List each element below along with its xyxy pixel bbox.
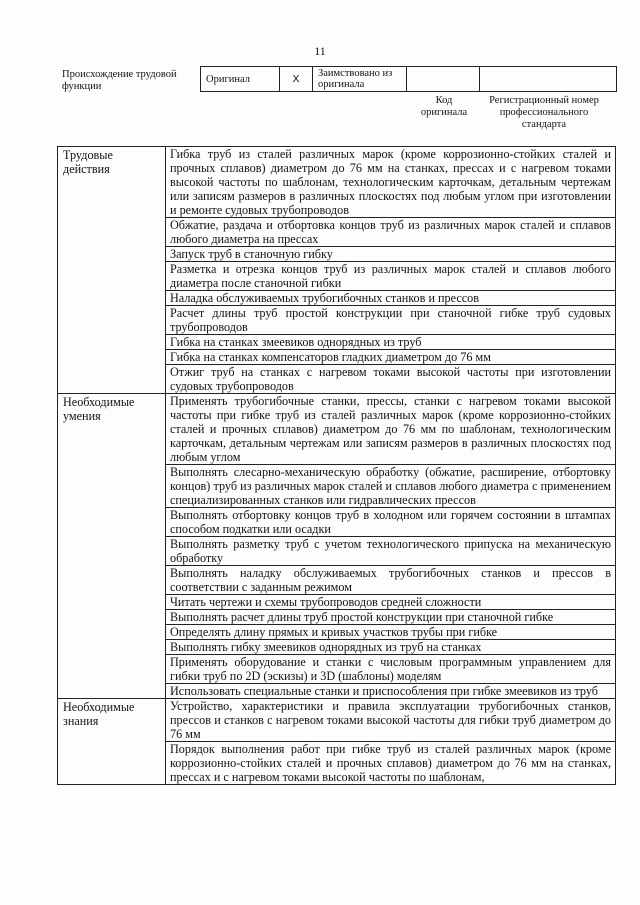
section-item: Выполнять расчет длины труб простой конструкции при станочной гибке bbox=[166, 610, 616, 625]
origin-label: Происхождение трудовой функции bbox=[62, 69, 177, 92]
section-item: Применять оборудование и станки с числовым программным управлением для гибки труб по 2D (эскизы) и 3D (шаблоны) моделям bbox=[166, 655, 616, 684]
reg-number-cell bbox=[480, 67, 617, 92]
table-row bbox=[58, 394, 616, 465]
section-item: Устройство, характеристики и правила эксплуатации трубогибочных станков, прессов и станков с нагревом токами высокой частоты для гибки труб диаметром до 76 мм bbox=[166, 699, 616, 742]
section-item: Выполнять наладку обслуживаемых трубогибочных станков и прессов в соответствии с заданным режимом bbox=[166, 566, 616, 595]
borrowed-cell: Заимствовано из оригинала bbox=[313, 67, 407, 92]
section-item: Наладка обслуживаемых трубогибочных станков и прессов bbox=[166, 291, 616, 306]
origin-table bbox=[200, 66, 617, 92]
page-number: 11 bbox=[314, 44, 326, 58]
section-item: Использовать специальные станки и приспособления при гибке змеевиков из труб bbox=[166, 684, 616, 699]
section-item: Определять длину прямых и кривых участков трубы при гибке bbox=[166, 625, 616, 640]
section-item: Обжатие, раздача и отбортовка концов труб из различных марок сталей и сплавов любого диаметра на прессах bbox=[166, 218, 616, 247]
original-cell: Оригинал bbox=[201, 67, 280, 92]
section-item: Выполнять слесарно-механическую обработку (обжатие, расширение, отбортовку концов) труб из различных марок сталей и сплавов любого диаметра с применением специализированных станков или гидравлических прессов bbox=[166, 465, 616, 508]
table-row bbox=[58, 699, 616, 742]
table-row bbox=[58, 147, 616, 218]
section-title: Трудовые действия bbox=[58, 147, 166, 394]
section-item: Выполнять отбортовку концов труб в холодном или горячем состоянии в штампах способом подкатки или осадки bbox=[166, 508, 616, 537]
section-item: Гибка труб из сталей различных марок (кроме коррозионно-стойких сталей и прочных сплавов) диаметром до 76 мм на станках, прессах и с нагревом токами высокой частоты по шаблонам, технологическим карточкам, детальным чертежам или записям размеров в различных плоскостях под любым углом при изготовлении и ремонте судовых трубопроводов bbox=[166, 147, 616, 218]
section-item: Гибка на станках компенсаторов гладких диаметром до 76 мм bbox=[166, 350, 616, 365]
section-item: Гибка на станках змеевиков однорядных из труб bbox=[166, 335, 616, 350]
code-cell bbox=[407, 67, 480, 92]
section-item: Расчет длины труб простой конструкции при станочной гибке труб судовых трубопроводов bbox=[166, 306, 616, 335]
section-item: Порядок выполнения работ при гибке труб из сталей различных марок (кроме коррозионно-стойких сталей и прочных сплавов) диаметром до 76 мм на станках, прессах и с нагревом токами высокой частоты по шаблонам, bbox=[166, 742, 616, 785]
section-item: Запуск труб в станочную гибку bbox=[166, 247, 616, 262]
original-mark: X bbox=[280, 67, 313, 92]
section-title: Необходимые знания bbox=[58, 699, 166, 785]
section-item: Разметка и отрезка концов труб из различных марок сталей и сплавов любого диаметра после станочной гибки bbox=[166, 262, 616, 291]
section-item: Выполнять разметку труб с учетом технологического припуска на механическую обработку bbox=[166, 537, 616, 566]
code-label: Код оригинала bbox=[420, 95, 468, 118]
section-title: Необходимые умения bbox=[58, 394, 166, 699]
section-item: Применять трубогибочные станки, прессы, станки с нагревом токами высокой частоты при гибке труб из сталей различных марок (кроме коррозионно-стойких сталей и прочных сплавов) диаметром до 76 мм по шаблонам, технологическим карточкам, детальным чертежам или записям размеров в различных плоскостях под любым углом bbox=[166, 394, 616, 465]
functions-table bbox=[57, 146, 616, 785]
section-item: Отжиг труб на станках с нагревом токами высокой частоты при изготовлении судовых трубопроводов bbox=[166, 365, 616, 394]
section-item: Выполнять гибку змеевиков однорядных из труб на станках bbox=[166, 640, 616, 655]
section-item: Читать чертежи и схемы трубопроводов средней сложности bbox=[166, 595, 616, 610]
reg-number-label: Регистрационный номер профессионального стандарта bbox=[489, 95, 599, 130]
